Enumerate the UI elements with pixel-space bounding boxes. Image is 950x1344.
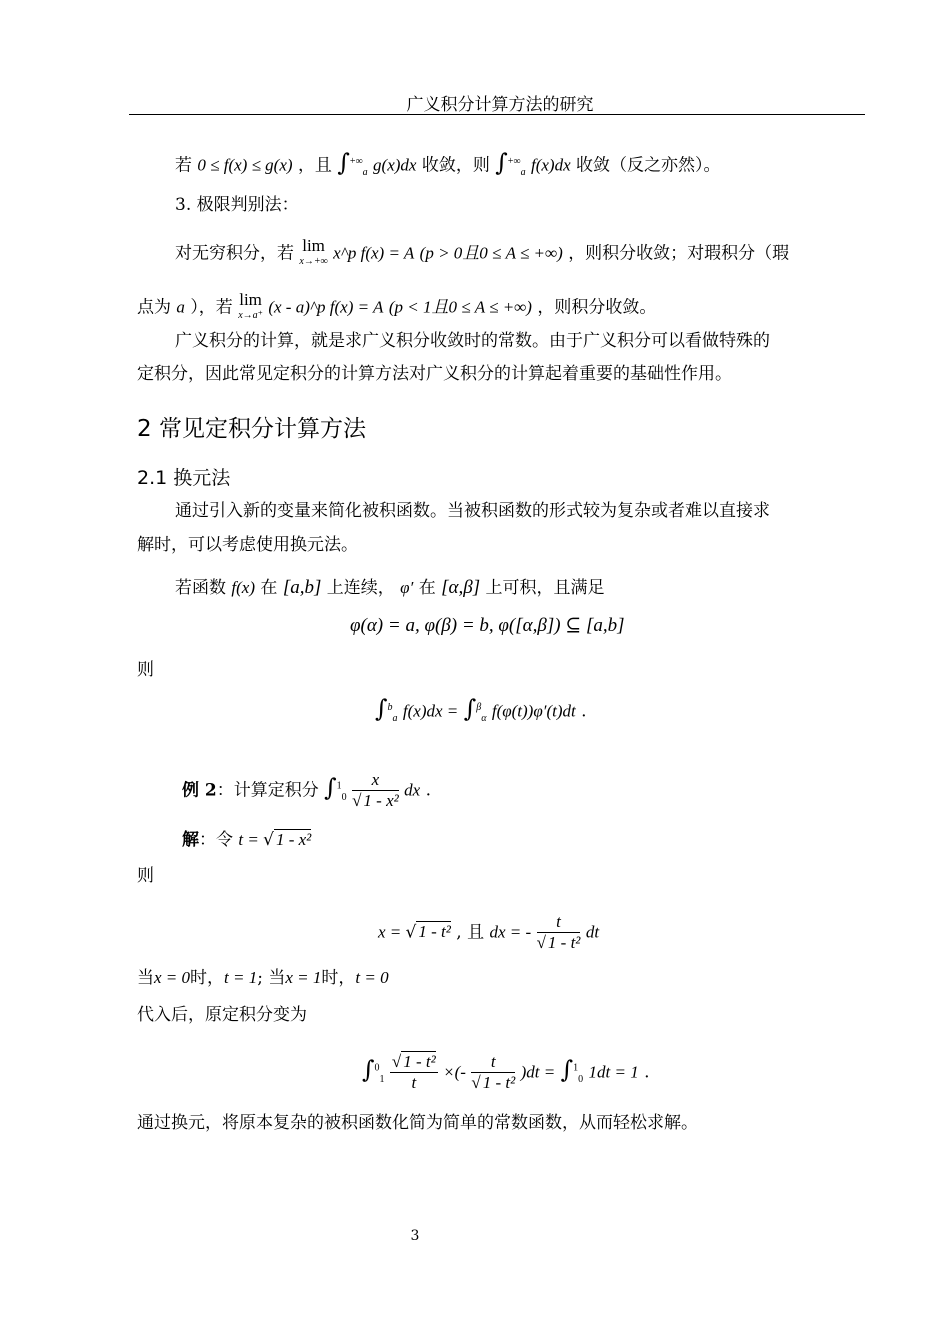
section-2-title: 2 常见定积分计算方法 bbox=[137, 416, 366, 442]
theorem-then: 则 bbox=[137, 660, 154, 680]
theorem-line: 若函数 f(x) 在 [a,b] 上连续， φ′ 在 [α,β] 上可积，且满足 bbox=[175, 577, 605, 598]
para1-line2: 定积分，因此常见定积分的计算方法对广义积分的计算起着重要的基础性作用。 bbox=[137, 364, 732, 384]
theorem-condition: φ(α) = a, φ(β) = b, φ([α,β]) ⊆ [a,b] bbox=[350, 615, 625, 636]
limit-test-line1: 对无穷积分，若 lim x→+∞ x^p f(x) = A (p > 0且0 ≤ A ≤ +∞) ，则积分收敛；对瑕积分（瑕 bbox=[175, 236, 790, 268]
limit-test-title: 3. 极限判别法： bbox=[175, 195, 299, 215]
para1-line1: 广义积分的计算，就是求广义积分收敛时的常数。由于广义积分可以看做特殊的 bbox=[175, 331, 770, 351]
solution-derivative: x = √ 1 - t² , 且 dx = - $\frac{t}{\text{√ 1 - t²}}$ dt bbox=[378, 912, 600, 953]
lim1: lim x→+∞ bbox=[299, 236, 328, 268]
final-formula: ∫$^0_1$ $\frac{\text{√ 1 - t²}}{t}$ ×(- $\frac{t}{\text{√ 1 - t²}}$ )dt = ∫$^1_0$ 1dt = 1 . bbox=[362, 1052, 650, 1093]
example-2: 例 2：计算定积分 ∫$^1_0$ $\frac{x}{\text{√ 1 - x²}}$ dx . bbox=[182, 770, 431, 811]
solution-then: 则 bbox=[137, 866, 154, 886]
limit-test-line2: 点为 a ），若 lim x→a⁺ (x - a)^p f(x) = A (p < 1且0 ≤ A ≤ +∞) ，则积分收敛。 bbox=[137, 290, 657, 322]
header-rule bbox=[129, 114, 865, 115]
solution-bounds: 当x = 0时，t = 1; 当x = 1时，t = 0 bbox=[137, 968, 389, 988]
comparison-line: 若 0 ≤ f(x) ≤ g(x) ，且 $\int^{+\infty}_a$ g(x)dx 收敛，则 $\int^{+\infty}_a$ f(x)dx 收敛（反之亦然）。 bbox=[175, 148, 721, 179]
solution-subst-text: 代入后，原定积分变为 bbox=[137, 1005, 307, 1025]
section-2-1-line1: 通过引入新的变量来简化被积函数。当被积函数的形式较为复杂或者难以直接求 bbox=[175, 501, 770, 521]
lim2: lim x→a⁺ bbox=[238, 290, 263, 322]
page-header: 广义积分计算方法的研究 bbox=[406, 95, 594, 115]
theorem-formula: ∫$^b_a$ f(x)dx = ∫$^\beta_\alpha$ f(φ(t))φ′(t)dt . bbox=[375, 694, 587, 725]
page-number: 3 bbox=[410, 1228, 420, 1244]
solution-line: 解：令 t = √ 1 - x² bbox=[182, 830, 312, 850]
section-2-1-line2: 解时，可以考虑使用换元法。 bbox=[137, 535, 358, 555]
conclusion: 通过换元，将原本复杂的被积函数化简为简单的常数函数，从而轻松求解。 bbox=[137, 1113, 698, 1133]
section-2-1-title: 2.1 换元法 bbox=[137, 467, 231, 489]
example-fraction: $\frac{x}{\text{√ 1 - x²}}$ bbox=[352, 770, 399, 811]
